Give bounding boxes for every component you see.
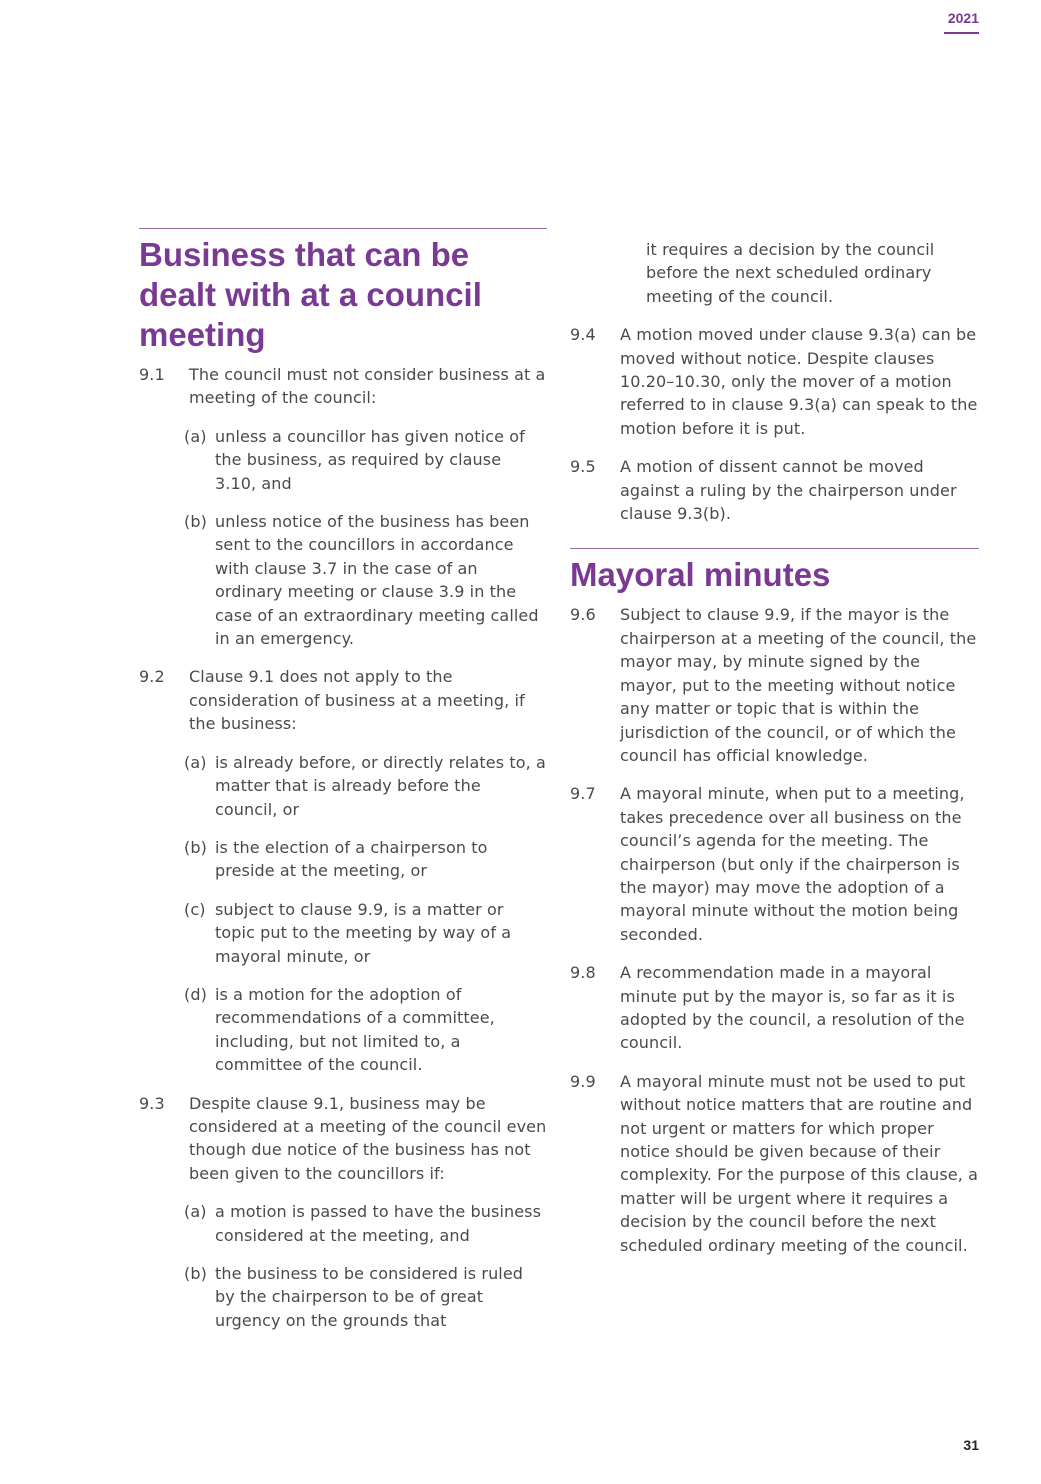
clause-9-3 xyxy=(139,1092,547,1186)
clause-text: Clause 9.1 does not apply to the consideration of business at a meeting, if the business: xyxy=(189,667,525,734)
sub-clause xyxy=(184,983,547,1077)
section-rule xyxy=(570,548,979,549)
sub-clause-text: is the election of a chairperson to preside at the meeting, or xyxy=(215,837,488,881)
sub-clause-label: (d) xyxy=(184,984,207,1004)
left-column xyxy=(139,228,547,1347)
clause-9-7 xyxy=(570,782,979,946)
clause-text: Despite clause 9.1, business may be considered at a meeting of the council even though due notice of the business has not been given to the councillors if: xyxy=(189,1093,547,1183)
mayoral-minutes-section xyxy=(570,548,979,1257)
sub-clause-text: is a motion for the adoption of recommendations of a committee, including, but not limited to, a committee of the council. xyxy=(215,984,495,1075)
clause-text: A motion moved under clause 9.3(a) can be moved without notice. Despite clauses 10.20–10.30, only the mover of a motion referred to in clause 9.3(a) can speak to the motion before it is put. xyxy=(620,325,978,438)
sub-clause-text: unless a councillor has given notice of the business, as required by clause 3.10, and xyxy=(215,426,525,493)
clause-9-4 xyxy=(570,323,979,440)
clause-number: 9.3 xyxy=(139,1093,165,1113)
clause-9-6 xyxy=(570,603,979,767)
clause-9-9 xyxy=(570,1070,979,1257)
sub-clause-label: (a) xyxy=(184,426,207,446)
sub-clause xyxy=(184,510,547,650)
sub-clause xyxy=(184,1200,547,1247)
clause-9-2 xyxy=(139,665,547,735)
sub-clause-continuation: it requires a decision by the council before the next scheduled ordinary meeting of the council. xyxy=(646,240,935,306)
sub-clause-text: the business to be considered is ruled by the chairperson to be of great urgency on the grounds that xyxy=(215,1264,524,1330)
section-rule xyxy=(139,228,547,229)
clause-text: A mayoral minute must not be used to put without notice matters that are routine and not urgent or matters for which proper notice should be given because of their complexity. For the purpose of this clause, a matter will be urgent where it requires a decision by the council before the next scheduled ordinary meeting of the council. xyxy=(620,1071,979,1255)
sub-clause-label: (a) xyxy=(184,752,207,772)
sub-clause-text: unless notice of the business has been sent to the councillors in accordance with clause 3.7 in the case of an ordinary meeting or clause 3.9 in the case of an extraordinary meeting called in an emergency. xyxy=(215,512,539,649)
page-number: 31 xyxy=(963,1437,979,1453)
clause-number: 9.6 xyxy=(570,605,596,625)
clause-number: 9.5 xyxy=(570,457,596,477)
right-column xyxy=(570,238,979,1272)
clause-number: 9.4 xyxy=(570,325,596,345)
clause-number: 9.7 xyxy=(570,784,596,804)
clause-9-5 xyxy=(570,455,979,525)
section-title: Business that can be dealt with at a council meeting xyxy=(139,236,482,353)
clause-text: A mayoral minute, when put to a meeting, takes precedence over all business on the council’s agenda for the meeting. The chairperson (but only if the chairperson is the mayor) may move the adoption of a mayoral minute without the motion being seconded. xyxy=(620,784,965,944)
clause-number: 9.2 xyxy=(139,667,165,687)
sub-clause xyxy=(184,425,547,495)
sub-clause-label: (b) xyxy=(184,1264,207,1283)
sub-clause-text: is already before, or directly relates to, a matter that is already before the council, or xyxy=(215,752,546,819)
header-year-underline xyxy=(944,32,979,34)
sub-clause-label: (c) xyxy=(184,899,206,919)
sub-clause-label: (a) xyxy=(184,1202,207,1222)
sub-clause xyxy=(184,836,547,883)
sub-clause xyxy=(184,751,547,821)
sub-clause xyxy=(184,898,547,968)
clause-number: 9.1 xyxy=(139,365,165,384)
clause-text: A recommendation made in a mayoral minute put by the mayor is, so far as it is adopted by the council, a resolution of the council. xyxy=(620,963,965,1053)
clause-text: A motion of dissent cannot be moved against a ruling by the chairperson under clause 9.3(b). xyxy=(620,457,957,524)
sub-clause-label: (b) xyxy=(184,837,207,857)
sub-clause xyxy=(184,1262,547,1332)
clause-9-1 xyxy=(139,363,547,410)
header-year: 2021 xyxy=(947,10,979,26)
section-title: Mayoral minutes xyxy=(570,556,831,594)
clause-text: Subject to clause 9.9, if the mayor is the chairperson at a meeting of the council, the mayor may, by minute signed by the mayor, put to the meeting without notice any matter or topic that is within the jurisdiction of the council, or of which the council has official knowledge. xyxy=(620,605,977,765)
clause-number: 9.8 xyxy=(570,963,596,983)
sub-clause-text: a motion is passed to have the business considered at the meeting, and xyxy=(215,1202,542,1245)
clause-number: 9.9 xyxy=(570,1071,596,1091)
sub-clause-text: subject to clause 9.9, is a matter or topic put to the meeting by way of a mayoral minute, or xyxy=(215,899,512,966)
clause-9-8 xyxy=(570,961,979,1055)
sub-clause-label: (b) xyxy=(184,512,207,532)
clause-text: The council must not consider business at a meeting of the council: xyxy=(189,365,546,408)
